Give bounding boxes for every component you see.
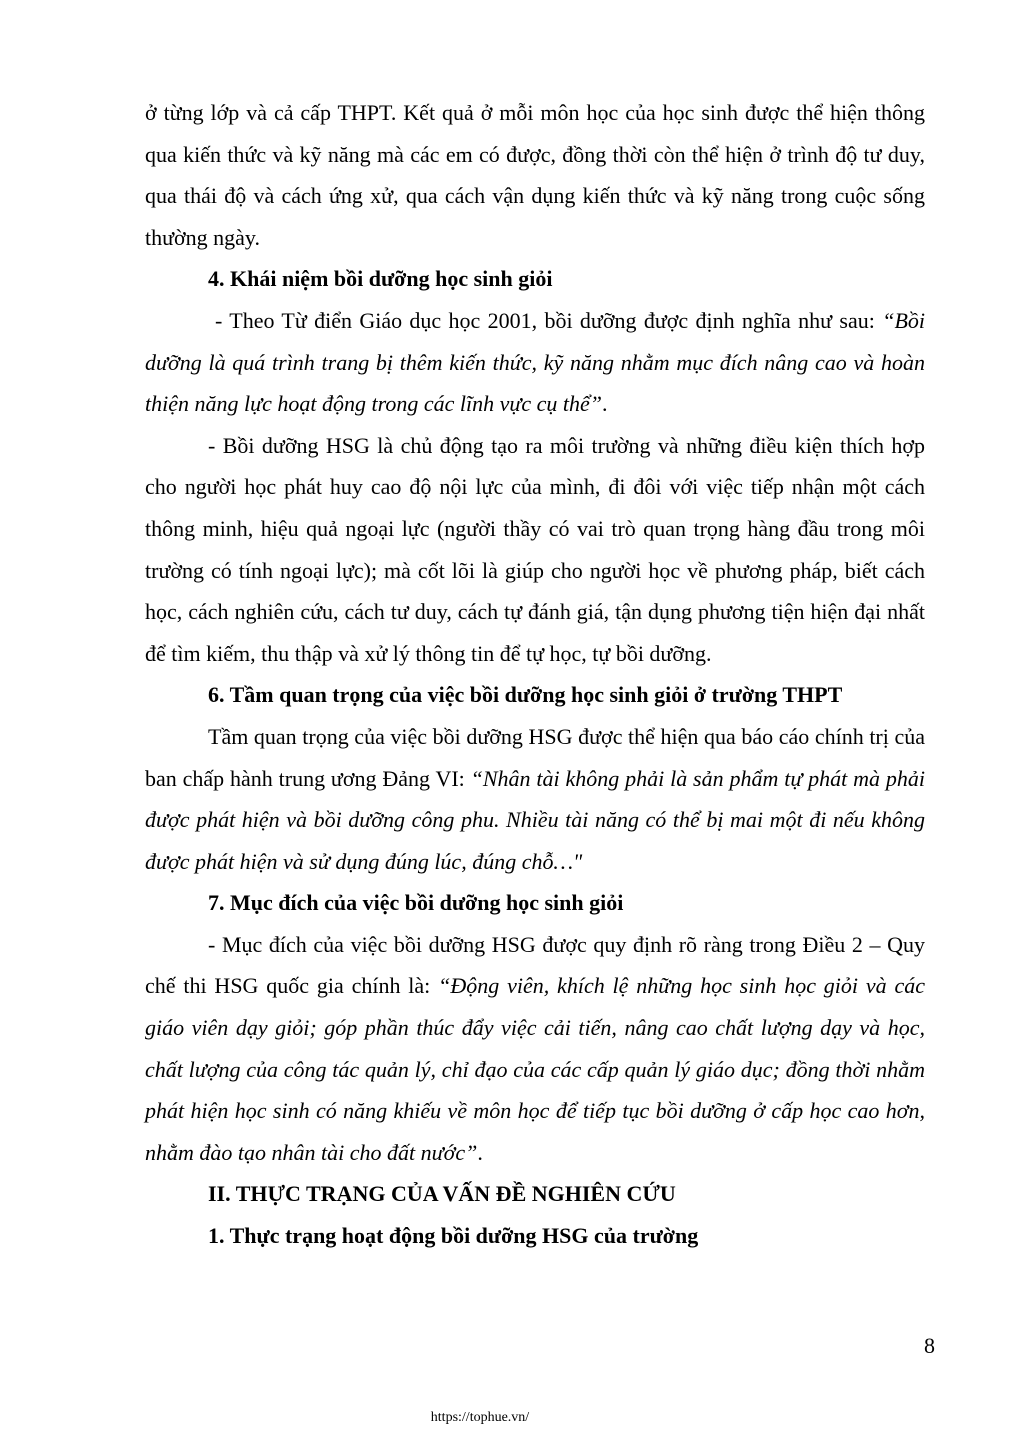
- importance-text: Tầm quan trọng của việc bồi dưỡng HSG được thể hiện qua báo cáo chính trị của ban chấp hành trung ương Đảng VI:: [145, 723, 925, 791]
- paragraph-purpose: [145, 924, 925, 1174]
- importance-quote: “Nhân tài không phải là sản phẩm tự phát mà phải được phát hiện và bồi dưỡng công phu. Nhiều tài năng có thể bị mai một đi nếu không được phát hiện và sử dụng đúng lúc, đúng chỗ…": [145, 765, 926, 874]
- definition-end: .: [602, 391, 608, 417]
- definition-text: - Theo Từ điển Giáo dục học 2001, bồi dưỡng được định nghĩa như sau:: [215, 307, 883, 333]
- paragraph-importance: [145, 716, 925, 882]
- paragraph-hsg-description: - Bồi dưỡng HSG là chủ động tạo ra môi trường và những điều kiện thích hợp cho người học phát huy cao độ nội lực của mình, đi đôi với việc tiếp nhận một cách thông minh, hiệu quả ngoại lực (người thầy có vai trò quan trọng hàng đầu trong môi trường có tính ngoại lực); mà cốt lõi là giúp cho người học về phương pháp, biết cách học, cách nghiên cứu, cách tư duy, cách tự đánh giá, tận dụng phương tiện hiện đại nhất để tìm kiếm, thu thập và xử lý thông tin để tự học, tự bồi dưỡng.: [145, 432, 925, 666]
- footer-url[interactable]: https://tophue.vn/: [430, 1410, 530, 1425]
- heading-part-ii: II. THỰC TRẠNG CỦA VẤN ĐỀ NGHIÊN CỨU: [208, 1181, 676, 1207]
- paragraph-definition: [145, 300, 925, 425]
- heading-subsection-1: 1. Thực trạng hoạt động bồi dưỡng HSG của trường: [208, 1223, 699, 1249]
- purpose-quote: “Động viên, khích lệ những học sinh học giỏi và các giáo viên dạy giỏi; góp phần thúc đẩy việc cải tiến, nâng cao chất lượng dạy và học, chất lượng của công tác quản lý, chỉ đạo của các cấp quản lý giáo dục; đồng thời nhằm phát hiện học sinh có năng khiếu về môn học để tiếp tục bồi dưỡng ở cấp học cao hơn, nhằm đào tạo nhân tài cho đất nước”: [145, 973, 925, 1165]
- heading-section-6: 6. Tầm quan trọng của việc bồi dưỡng học sinh giỏi ở trường THPT: [208, 682, 843, 708]
- definition-quote: “Bồi dưỡng là quá trình trang bị thêm kiến thức, kỹ năng nhằm mục đích nâng cao và hoàn thiện năng lực hoạt động trong các lĩnh vực cụ thể”: [145, 307, 925, 417]
- page-number: 8: [924, 1333, 935, 1358]
- document-page: [145, 92, 925, 1257]
- purpose-end: .: [477, 1139, 483, 1165]
- heading-section-7: 7. Mục đích của việc bồi dưỡng học sinh giỏi: [208, 890, 624, 916]
- purpose-text: - Mục đích của việc bồi dưỡng HSG được quy định rõ ràng trong Điều 2 – Quy chế thi HSG quốc gia chính là:: [145, 931, 925, 999]
- paragraph-intro: ở từng lớp và cả cấp THPT. Kết quả ở mỗi môn học của học sinh được thể hiện thông qua kiến thức và kỹ năng mà các em có được, đồng thời còn thể hiện ở trình độ tư duy, qua thái độ và cách ứng xử, qua cách vận dụng kiến thức và kỹ năng trong cuộc sống thường ngày.: [145, 100, 925, 250]
- heading-section-4: 4. Khái niệm bồi dưỡng học sinh giỏi: [208, 266, 553, 292]
